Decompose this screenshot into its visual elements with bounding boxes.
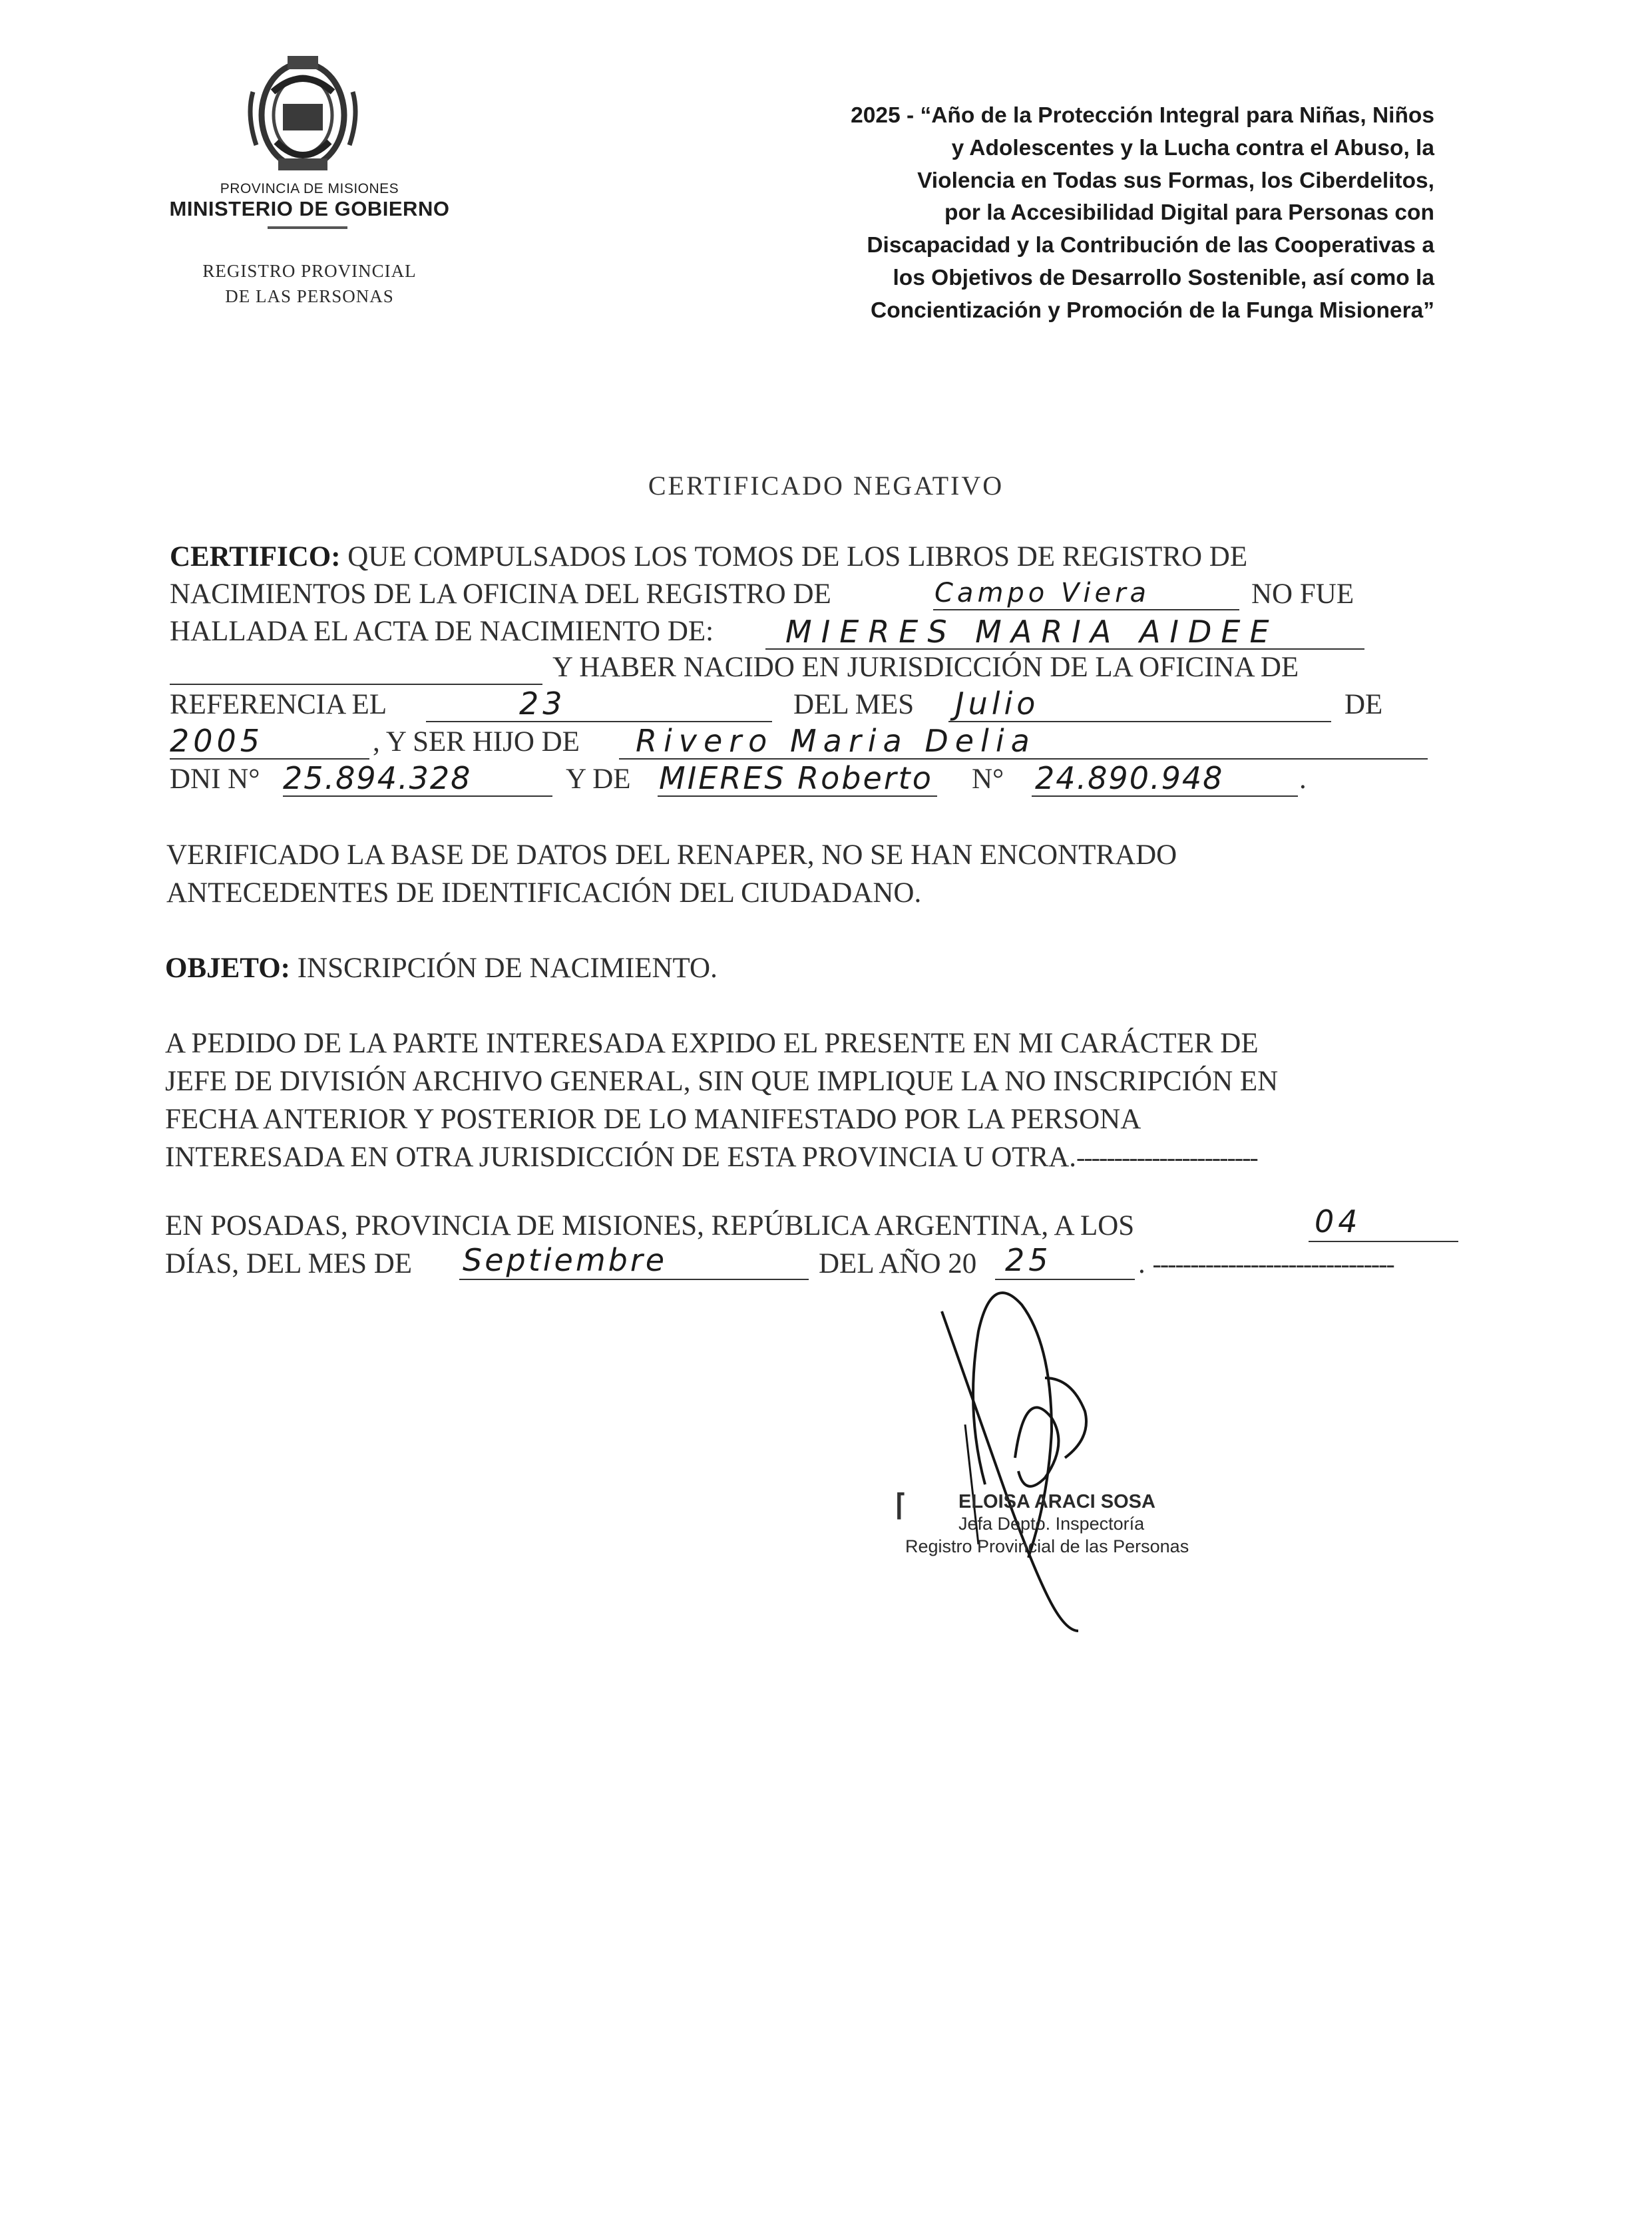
day-handwritten: 23 [519,686,566,722]
pedido-line-4 [165,1143,1257,1172]
place-text-2b: DEL AÑO 20 [819,1248,977,1279]
handwritten-signature [885,1278,1231,1644]
month-handwritten: Julio [955,686,1040,722]
pedido-line-2: JEFE DE DIVISIÓN ARCHIVO GENERAL, SIN QUE IMPLIQUE LA NO INSCRIPCIÓN EN [165,1066,1279,1097]
issue-day-handwritten: 04 [1315,1204,1362,1239]
place-line-2-end [1138,1249,1394,1278]
pedido-line-1: A PEDIDO DE LA PARTE INTERESADA EXPIDO EL PRESENTE EN MI CARÁCTER DE [165,1028,1259,1059]
stamp-role: Jefa Depto. Inspectoría [958,1514,1145,1534]
certifico-text-7b: Y DE [566,764,631,795]
name-handwritten: MIERES MARIA AIDEE [785,614,1279,650]
place-dashes: -------------------------------- [1152,1249,1394,1279]
office-underline [933,609,1239,610]
place-text-2a: DÍAS, DEL MES DE [165,1248,413,1279]
mother-handwritten: Rivero Maria Delia [636,723,1036,759]
document-title: CERTIFICADO NEGATIVO [648,471,1004,501]
office-handwritten: Campo Viera [934,578,1151,608]
name-cont-underline [170,684,542,685]
certifico-label: CERTIFICO: [170,541,341,572]
certifico-text-7a: DNI N° [170,764,260,795]
coat-of-arms-icon [246,52,359,178]
stamp-name: ELOISA ARACI SOSA [958,1491,1155,1512]
objeto-line [165,954,718,983]
certifico-line-1 [170,543,1247,571]
year-motto: 2025 - “Año de la Protección Integral para Niñas, Niños y Adolescentes y la Lucha contra el Abuso, la Violencia en Todas sus Formas, los Ciberdelitos, por la Accesibilidad Digital para Personas con Discapacidad y la Contribución de las Cooperativas a los Objetivos de Desarrollo Sostenible, así como la Concientización y Promoción de la Funga Misionera” [851,103,1434,323]
stamp-office: Registro Provincial de las Personas [905,1536,1189,1556]
father-handwritten: MIERES Roberto [659,760,933,796]
certifico-text-7d: . [1299,764,1307,795]
issue-month-underline [459,1279,809,1280]
pedido-line-3: FECHA ANTERIOR Y POSTERIOR DE LO MANIFESTADO POR LA PERSONA [165,1104,1141,1135]
issue-year-handwritten: 25 [1005,1242,1052,1278]
certifico-text-7c: N° [972,764,1004,795]
day-underline [426,721,772,722]
registry-line-1: REGISTRO PROVINCIAL [202,261,417,281]
certifico-text-2a: NACIMIENTOS DE LA OFICINA DEL REGISTRO DE [170,578,831,610]
issue-month-handwritten: Septiembre [463,1242,668,1278]
renaper-line-1: VERIFICADO LA BASE DE DATOS DEL RENAPER, NO SE HAN ENCONTRADO [166,839,1177,871]
renaper-line-2: ANTECEDENTES DE IDENTIFICACIÓN DEL CIUDADANO. [166,877,922,909]
issue-day-underline [1309,1241,1458,1242]
certifico-text-5a: REFERENCIA EL [170,689,387,720]
certifico-text-2b: NO FUE [1251,578,1354,610]
ministry-name: MINISTERIO DE GOBIERNO [169,197,450,220]
registry-line-2: DE LAS PERSONAS [225,286,394,306]
objeto-value: INSCRIPCIÓN DE NACIMIENTO. [297,953,718,984]
certifico-text-6: , Y SER HIJO DE [373,726,580,758]
certifico-text-5c: DE [1344,689,1383,720]
father-dni-handwritten: 24.890.948 [1035,760,1224,796]
certifico-text-4: Y HABER NACIDO EN JURISDICCIÓN DE LA OFICINA DE [552,652,1299,683]
objeto-label: OBJETO: [165,953,290,984]
place-line-1: EN POSADAS, PROVINCIA DE MISIONES, REPÚBLICA ARGENTINA, A LOS [165,1210,1135,1241]
province-name: PROVINCIA DE MISIONES [220,181,399,196]
place-period: . [1138,1248,1145,1279]
mother-dni-handwritten: 25.894.328 [283,760,472,796]
year-handwritten: 2005 [170,723,264,759]
header-divider [268,226,347,229]
pedido-dashes: ------------------------ [1076,1142,1257,1172]
certifico-text-5b: DEL MES [793,689,915,720]
stamp-corner-mark: ⌈ [895,1489,907,1522]
certifico-text-3: HALLADA EL ACTA DE NACIMIENTO DE: [170,616,714,647]
certifico-text-1: QUE COMPULSADOS LOS TOMOS DE LOS LIBROS DE REGISTRO DE [347,541,1248,572]
pedido-text-4: INTERESADA EN OTRA JURISDICCIÓN DE ESTA PROVINCIA U OTRA. [165,1142,1077,1173]
